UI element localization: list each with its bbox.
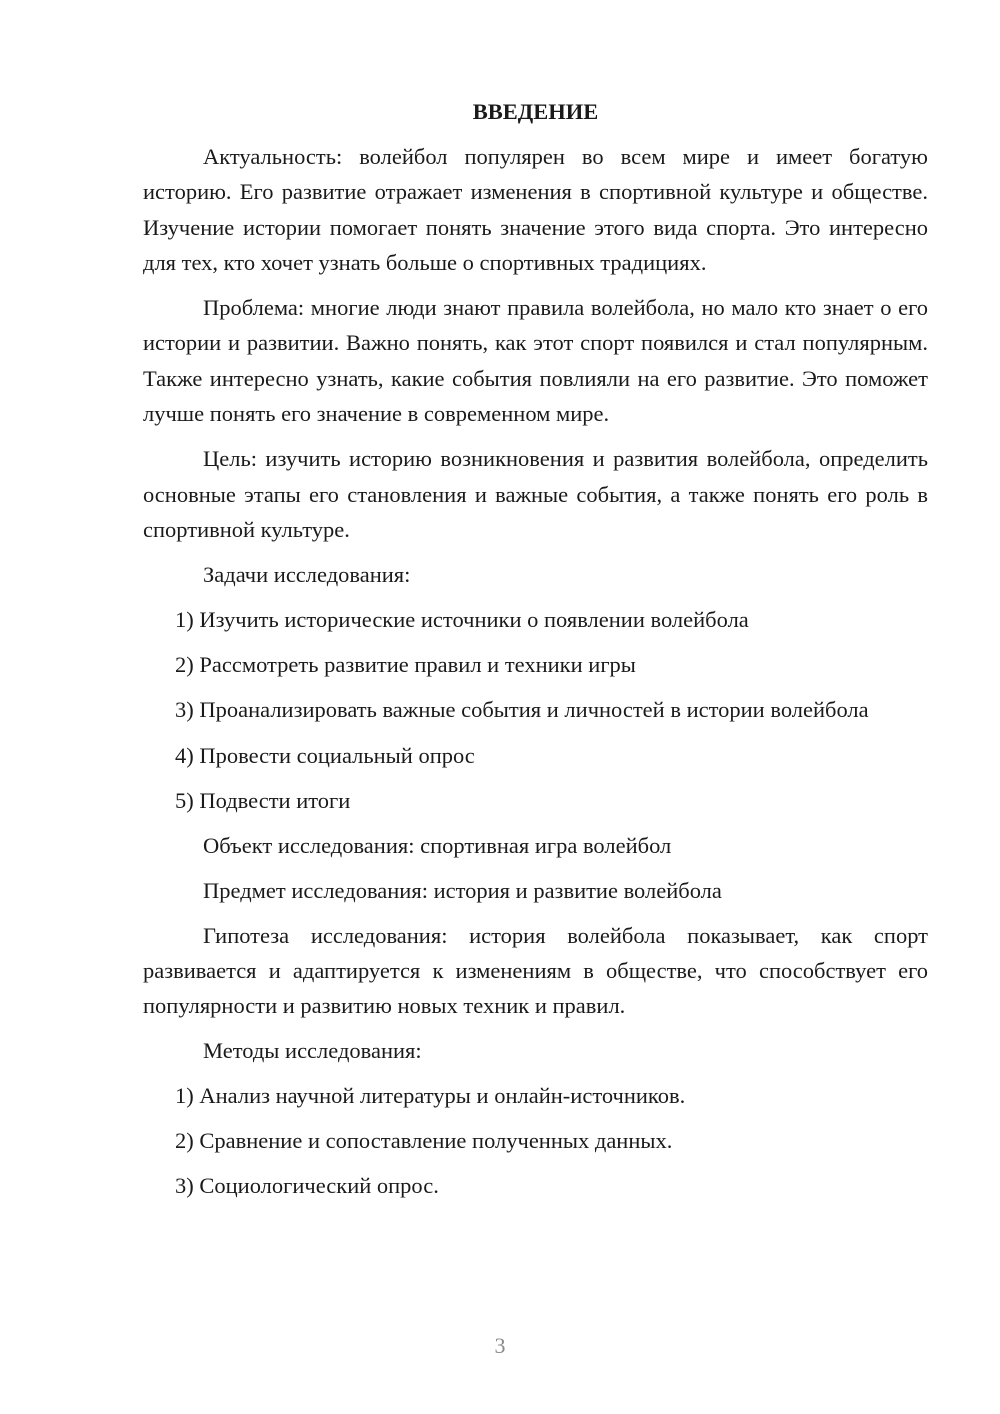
methods-heading: Методы исследования: bbox=[203, 1038, 422, 1064]
paragraph-hypothesis: Гипотеза исследования: история волейбола показывает, как спорт развивается и адаптируется к изменениям в обществе, что способствует его популярности и развитию новых техник и правил. bbox=[143, 922, 928, 1019]
paragraph-goal: Цель: изучить историю возникновения и развития волейбола, определить основные этапы его становления и важные события, а также понять его роль в спортивной культуре. bbox=[143, 446, 928, 542]
page-title: ВВЕДЕНИЕ bbox=[472, 99, 599, 124]
list-item-method-3: 3) Социологический опрос. bbox=[175, 1173, 439, 1199]
list-item-task-2: 2) Рассмотреть развитие правил и техники игры bbox=[175, 652, 636, 678]
research-subject: Предмет исследования: история и развитие волейбола bbox=[203, 877, 722, 903]
document-page bbox=[143, 94, 928, 1213]
tasks-heading: Задачи исследования: bbox=[203, 562, 411, 588]
page-number: 3 bbox=[494, 1333, 506, 1358]
list-item-method-1: 1) Анализ научной литературы и онлайн-источников. bbox=[175, 1083, 686, 1109]
list-item-task-3: 3) Проанализировать важные события и личностей в истории волейбола bbox=[175, 697, 869, 723]
research-object: Объект исследования: спортивная игра волейбол bbox=[203, 832, 672, 858]
list-item-method-2: 2) Сравнение и сопоставление полученных данных. bbox=[175, 1128, 673, 1154]
list-item-task-5: 5) Подвести итоги bbox=[175, 787, 351, 813]
list-item-task-4: 4) Провести социальный опрос bbox=[175, 742, 475, 768]
list-item-task-1: 1) Изучить исторические источники о появлении волейбола bbox=[175, 607, 749, 633]
paragraph-relevance: Актуальность: волейбол популярен во всем мире и имеет богатую историю. Его развитие отражает изменения в спортивной культуре и обществе. Изучение истории помогает понять значение этого вида спорта. Это интересно для тех, кто хочет узнать больше о спортивных традициях. bbox=[143, 144, 928, 275]
paragraph-problem: Проблема: многие люди знают правила волейбола, но мало кто знает о его истории и развитии. Важно понять, как этот спорт появился и стал популярным. Также интересно узнать, какие события повлияли на его развитие. Это поможет лучше понять его значение в современном мире. bbox=[143, 295, 928, 427]
